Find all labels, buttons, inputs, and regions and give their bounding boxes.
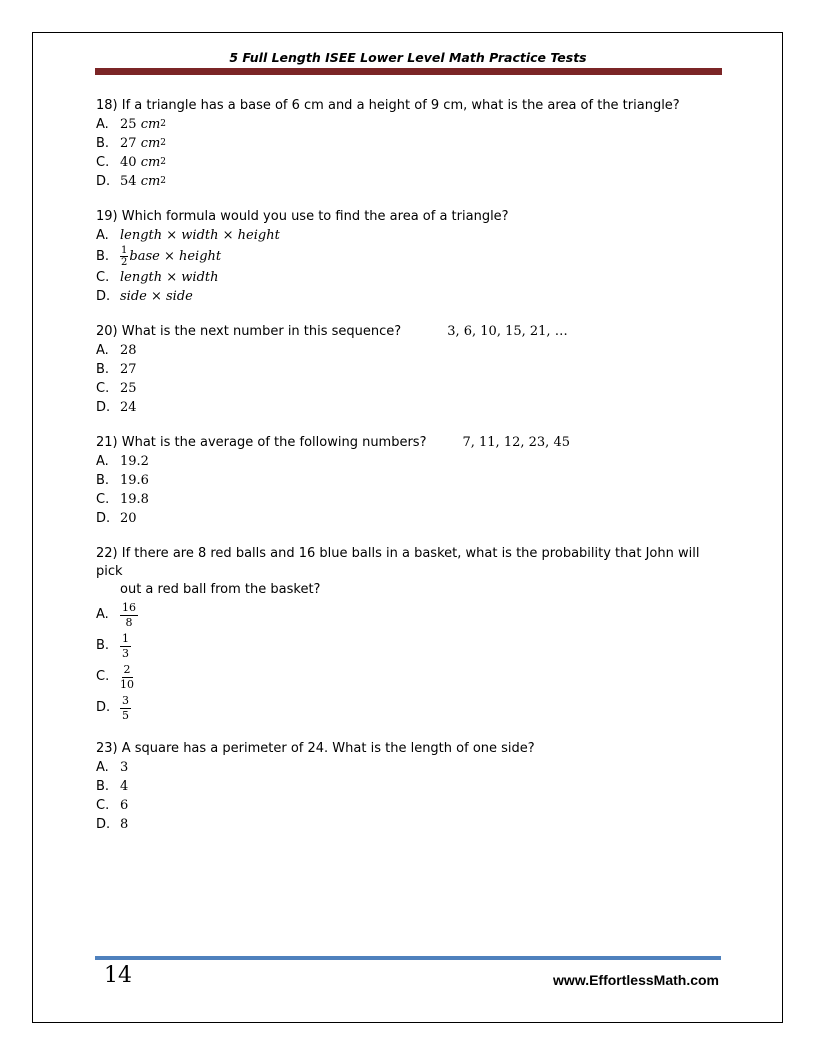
question-21-text: 21) What is the average of the following numbers? 7, 11, 12, 23, 45: [96, 435, 570, 450]
sequence: 3, 6, 10, 15, 21, …: [447, 324, 568, 339]
option-21-a[interactable]: A. 19.2: [96, 454, 149, 469]
question-23-text: 23) A square has a perimeter of 24. What is the length of one side?: [96, 741, 535, 756]
page-number: 14: [104, 963, 132, 988]
option-20-b[interactable]: B. 27: [96, 362, 137, 377]
question-22: [96, 545, 726, 723]
question-18-text: 18) If a triangle has a base of 6 cm and a height of 9 cm, what is the area of the triangle?: [96, 98, 680, 113]
option-22-b[interactable]: B. $\frac{1}{3}$: [96, 631, 129, 660]
header-title: 5 Full Length ISEE Lower Level Math Practice Tests: [229, 50, 587, 65]
website-link[interactable]: www.EffortlessMath.com: [553, 972, 719, 988]
question-19: [96, 208, 726, 306]
option-23-a[interactable]: A. 3: [96, 760, 129, 775]
fraction: $\frac{1}{3}$: [122, 631, 129, 660]
option-19-a[interactable]: A. length × width × height: [96, 228, 280, 243]
question-23: [96, 740, 726, 834]
option-19-c[interactable]: C. length × width: [96, 270, 219, 285]
option-19-d[interactable]: D. side × side: [96, 289, 193, 304]
fraction: $\frac{1}{2}$: [121, 245, 128, 268]
option-19-b[interactable]: B. $\frac{1}{2}$ base × height: [96, 245, 222, 268]
question-20: [96, 323, 726, 417]
question-18: [96, 97, 726, 191]
fraction: $\frac{16}{8}$: [122, 600, 136, 629]
option-18-d[interactable]: D. 54 cm 2: [96, 174, 167, 189]
option-22-d[interactable]: D. $\frac{3}{5}$: [96, 693, 129, 722]
option-21-b[interactable]: B. 19.6: [96, 473, 149, 488]
option-22-a[interactable]: A. $\frac{16}{8}$: [96, 600, 136, 629]
option-18-a[interactable]: A. 25 cm 2: [96, 117, 167, 132]
option-20-a[interactable]: A. 28: [96, 343, 137, 358]
option-18-b[interactable]: B. 27 cm 2: [96, 136, 167, 151]
fraction: $\frac{3}{5}$: [122, 693, 129, 722]
questions-list: [96, 97, 726, 851]
option-23-b[interactable]: B. 4: [96, 779, 129, 794]
question-21: [96, 434, 726, 528]
header-rule: [95, 68, 722, 75]
option-21-d[interactable]: D. 20: [96, 511, 137, 526]
number-list: 7, 11, 12, 23, 45: [462, 435, 570, 450]
option-20-d[interactable]: D. 24: [96, 400, 137, 415]
question-20-text: 20) What is the next number in this sequence? 3, 6, 10, 15, 21, …: [96, 324, 568, 339]
question-22-text: 22) If there are 8 red balls and 16 blue balls in a basket, what is the probability that John will pick out a red ball from the basket?: [96, 546, 700, 597]
footer-rule: [95, 956, 721, 960]
option-23-c[interactable]: C. 6: [96, 798, 129, 813]
option-22-c[interactable]: C. $\frac{2}{10}$: [96, 662, 134, 691]
option-20-c[interactable]: C. 25: [96, 381, 137, 396]
question-19-text: 19) Which formula would you use to find the area of a triangle?: [96, 209, 509, 224]
option-23-d[interactable]: D. 8: [96, 817, 129, 832]
option-21-c[interactable]: C. 19.8: [96, 492, 149, 507]
option-18-c[interactable]: C. 40 cm 2: [96, 155, 167, 170]
fraction: $\frac{2}{10}$: [120, 662, 134, 691]
